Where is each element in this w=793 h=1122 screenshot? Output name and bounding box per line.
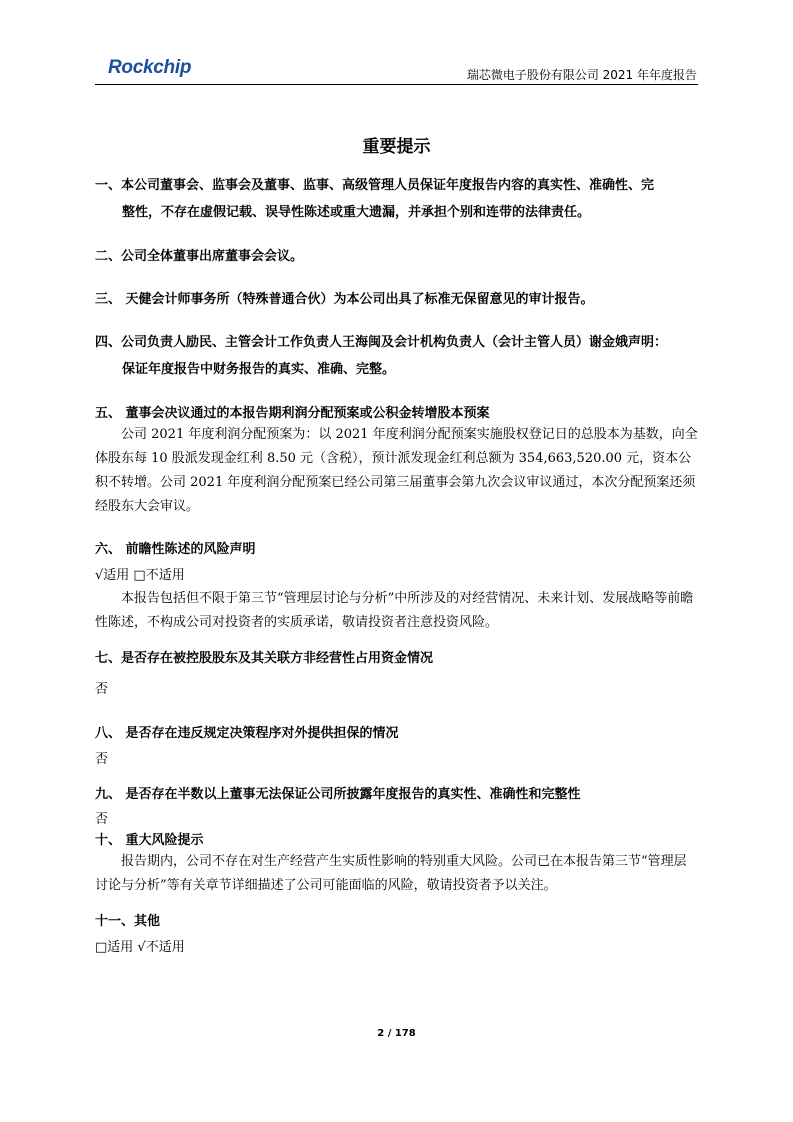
report-header-title: 瑞芯微电子股份有限公司 2021 年年度报告 — [466, 68, 697, 82]
section-4-line-2: 保证年度报告中财务报告的真实、准确、完整。 — [122, 362, 396, 377]
section-6-body: 本报告包括但不限于第三节“管理层讨论与分析”中所涉及的对经营情况、未来计划、发展战略等前瞻性陈述，不构成公司对投资者的实质承诺，敬请投资者注意投资风险。 — [95, 591, 694, 630]
rockchip-logo: Rockchip — [108, 57, 192, 78]
section-1-line-2: 整性，不存在虚假记载、误导性陈述或重大遗漏，并承担个别和连带的法律责任。 — [122, 205, 591, 220]
page-number: 2 / 178 — [377, 1028, 416, 1039]
section-5-heading: 五、 董事会决议通过的本报告期利润分配预案或公积金转增股本预案 — [95, 406, 490, 421]
section-7-answer: 否 — [95, 682, 109, 697]
section-6-applicability: √适用 □不适用 — [95, 568, 185, 583]
section-1-line-1: 一、本公司董事会、监事会及董事、监事、高级管理人员保证年度报告内容的真实性、准确性、完 — [95, 178, 655, 193]
header-divider — [95, 84, 698, 85]
page-title: 重要提示 — [362, 137, 431, 157]
section-6-heading: 六、 前瞻性陈述的风险声明 — [95, 542, 256, 557]
section-8-heading: 八、 是否存在违反规定决策程序对外提供担保的情况 — [95, 726, 399, 741]
section-8-answer: 否 — [95, 752, 109, 767]
section-5-body: 公司 2021 年度利润分配预案为：以 2021 年度利润分配预案实施股权登记日的总股本为基数，向全体股东每 10 股派发现金红利 8.50 元（含税），预计派发现金红利总额为 354,663,520.00 元，资本公积不转增。公司 2021 年度利润分配预案已经公司第三届董事会第九次会议审议通过，本次分配预案还须经股东大会审议。 — [95, 427, 698, 514]
section-7-heading: 七、是否存在被控股股东及其关联方非经营性占用资金情况 — [95, 651, 434, 666]
section-2: 二、公司全体董事出席董事会会议。 — [95, 249, 304, 264]
section-9-answer: 否 — [95, 812, 109, 827]
section-3: 三、 天健会计师事务所（特殊普通合伙）为本公司出具了标准无保留意见的审计报告。 — [95, 292, 594, 307]
section-11-heading: 十一、其他 — [95, 914, 161, 929]
section-10-heading: 十、 重大风险提示 — [95, 833, 204, 848]
section-10-body: 报告期内，公司不存在对生产经营产生实质性影响的特别重大风险。公司已在本报告第三节“管理层讨论与分析”等有关章节详细描述了公司可能面临的风险，敬请投资者予以关注。 — [95, 854, 687, 893]
section-9-heading: 九、 是否存在半数以上董事无法保证公司所披露年度报告的真实性、准确性和完整性 — [95, 787, 581, 802]
section-4-line-1: 四、公司负责人励民、主管会计工作负责人王海闽及会计机构负责人（会计主管人员）谢金娥声明： — [95, 335, 668, 350]
section-11-applicability: □适用 √不适用 — [95, 940, 185, 955]
